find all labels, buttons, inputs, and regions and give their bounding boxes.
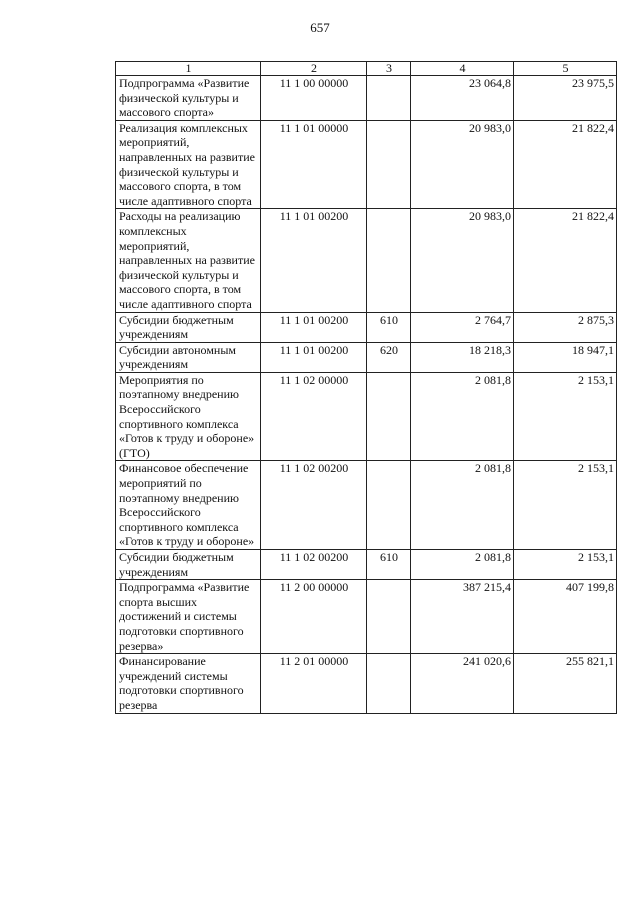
row-name-cell: Финансирование учреждений системы подготовки спортивного резерва (116, 654, 261, 713)
row-code-cell: 11 1 01 00000 (261, 120, 367, 209)
table-row (116, 654, 617, 713)
row-expense-type-cell: 620 (367, 342, 411, 372)
row-amount-1-cell: 2 764,7 (411, 312, 514, 342)
row-amount-1-cell: 387 215,4 (411, 580, 514, 654)
row-code-cell: 11 1 02 00200 (261, 461, 367, 550)
row-name-cell: Финансовое обеспечение мероприятий по поэтапному внедрению Всероссийского спортивного комплекса «Готов к труду и обороне» (116, 461, 261, 550)
row-amount-1-cell: 20 983,0 (411, 120, 514, 209)
row-amount-2-cell: 21 822,4 (514, 209, 617, 312)
row-expense-type-cell: 610 (367, 550, 411, 580)
page-number: 657 (310, 20, 330, 35)
row-amount-2-cell: 2 875,3 (514, 312, 617, 342)
table-row (116, 312, 617, 342)
row-amount-2-cell: 23 975,5 (514, 76, 617, 121)
table-row (116, 461, 617, 550)
row-name-cell: Субсидии бюджетным учреждениям (116, 312, 261, 342)
row-amount-1-cell: 241 020,6 (411, 654, 514, 713)
row-expense-type-cell (367, 372, 411, 461)
row-code-cell: 11 1 02 00200 (261, 550, 367, 580)
table-row (116, 550, 617, 580)
header-col-3: 3 (367, 62, 411, 76)
row-code-cell: 11 1 01 00200 (261, 312, 367, 342)
row-expense-type-cell (367, 76, 411, 121)
table-row (116, 76, 617, 121)
row-code-cell: 11 1 01 00200 (261, 209, 367, 312)
row-name-cell: Субсидии бюджетным учреждениям (116, 550, 261, 580)
budget-table (115, 61, 617, 714)
row-amount-2-cell: 255 821,1 (514, 654, 617, 713)
row-name-cell: Реализация комплексных мероприятий, направленных на развитие физической культуры и массового спорта, в том числе адаптивного спорта (116, 120, 261, 209)
row-expense-type-cell (367, 580, 411, 654)
row-name-cell: Мероприятия по поэтапному внедрению Всероссийского спортивного комплекса «Готов к труду и обороне» (ГТО) (116, 372, 261, 461)
table-row (116, 120, 617, 209)
row-amount-1-cell: 2 081,8 (411, 550, 514, 580)
row-name-cell: Подпрограмма «Развитие спорта высших достижений и системы подготовки спортивного резерва» (116, 580, 261, 654)
table-row (116, 580, 617, 654)
row-amount-1-cell: 23 064,8 (411, 76, 514, 121)
row-amount-2-cell: 18 947,1 (514, 342, 617, 372)
row-code-cell: 11 1 01 00200 (261, 342, 367, 372)
table-row (116, 342, 617, 372)
row-code-cell: 11 1 02 00000 (261, 372, 367, 461)
row-expense-type-cell (367, 654, 411, 713)
table-row (116, 372, 617, 461)
header-col-1: 1 (116, 62, 261, 76)
table-row (116, 209, 617, 312)
row-amount-1-cell: 18 218,3 (411, 342, 514, 372)
header-col-2: 2 (261, 62, 367, 76)
row-amount-2-cell: 21 822,4 (514, 120, 617, 209)
row-expense-type-cell (367, 461, 411, 550)
row-name-cell: Подпрограмма «Развитие физической культуры и массового спорта» (116, 76, 261, 121)
header-col-4: 4 (411, 62, 514, 76)
row-code-cell: 11 2 01 00000 (261, 654, 367, 713)
row-amount-2-cell: 407 199,8 (514, 580, 617, 654)
table-header-row (116, 62, 617, 76)
row-amount-2-cell: 2 153,1 (514, 550, 617, 580)
row-amount-1-cell: 2 081,8 (411, 461, 514, 550)
row-code-cell: 11 1 00 00000 (261, 76, 367, 121)
table-body (116, 76, 617, 714)
row-expense-type-cell: 610 (367, 312, 411, 342)
row-name-cell: Субсидии автономным учреждениям (116, 342, 261, 372)
row-amount-1-cell: 20 983,0 (411, 209, 514, 312)
row-code-cell: 11 2 00 00000 (261, 580, 367, 654)
row-expense-type-cell (367, 120, 411, 209)
row-amount-2-cell: 2 153,1 (514, 372, 617, 461)
row-expense-type-cell (367, 209, 411, 312)
row-name-cell: Расходы на реализацию комплексных мероприятий, направленных на развитие физической культуры и массового спорта, в том числе адаптивного спорта (116, 209, 261, 312)
header-col-5: 5 (514, 62, 617, 76)
row-amount-2-cell: 2 153,1 (514, 461, 617, 550)
row-amount-1-cell: 2 081,8 (411, 372, 514, 461)
